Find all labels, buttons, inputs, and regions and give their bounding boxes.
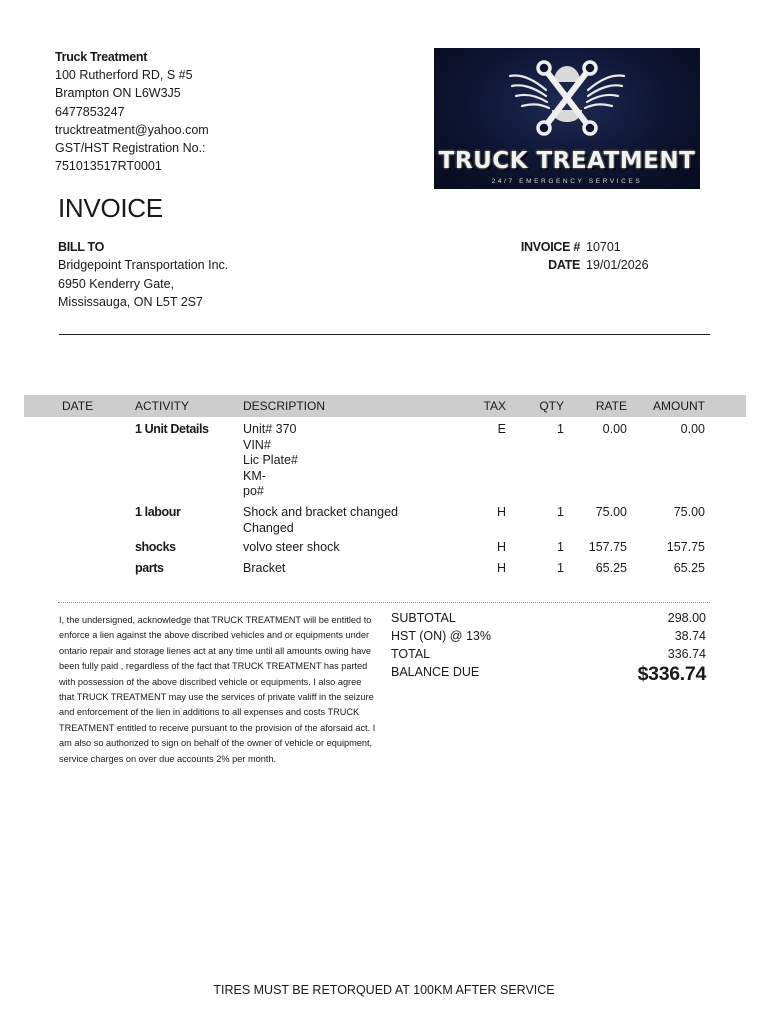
- total-row: [391, 647, 706, 661]
- company-email: trucktreatment@yahoo.com: [55, 122, 209, 137]
- row-activity: shocks: [135, 540, 176, 554]
- subtotal-value: 298.00: [667, 611, 706, 625]
- header-description: DESCRIPTION: [243, 399, 326, 413]
- document-title: INVOICE: [58, 193, 163, 223]
- table-header: [24, 395, 746, 417]
- bill-to: [58, 238, 228, 312]
- row-qty: 1: [557, 561, 564, 575]
- total-value: 336.74: [667, 647, 706, 661]
- row-description: volvo steer shock: [243, 540, 340, 554]
- gst-number: 751013517RT0001: [55, 159, 162, 174]
- totals-divider: [58, 602, 710, 603]
- bill-to-label: BILL TO: [58, 240, 105, 254]
- header-rate: RATE: [595, 399, 627, 413]
- header-date: DATE: [62, 399, 94, 413]
- company-address-line1: 100 Rutherford RD, S #5: [55, 68, 193, 83]
- subtotal-row: [391, 611, 706, 625]
- invoice-number-label: INVOICE #: [520, 240, 580, 254]
- row-tax: H: [496, 540, 506, 554]
- row-amount: 75.00: [673, 505, 705, 519]
- row-description: Bracket: [243, 561, 286, 575]
- header-tax: TAX: [483, 399, 506, 413]
- lien-terms: I, the undersigned, acknowledge that TRUCK TREATMENT will be entitled to enforce a lien against the above discribed vehicles and or equipments under ontario repair and storage lienes act at any time until all amounts owing have been fully paid , regardless of the fact that TRUCK TREATMENT has parted with possession of the above discribed vehicle or equipments. I also agree that TRUCK TREATMENT may use the services of private valiff in the seizure and enforcement of the lien in additions to all expenses and costs TRUCK TREATMENT entitled to receive pursuant to the provision of the aforsaid act. I am also so authorized to sign on behalf of the owner of vehicle or equipment, service charges on over due accounts 2% per month.: [59, 615, 376, 764]
- balance-row: [391, 663, 706, 685]
- hst-label: HST (ON) @ 13%: [391, 629, 491, 643]
- row-tax: H: [496, 561, 506, 575]
- row-activity: parts: [135, 561, 164, 575]
- row-qty: 1: [557, 505, 564, 519]
- subtotal-label: SUBTOTAL: [391, 611, 456, 625]
- company-address-line2: Brampton ON L6W3J5: [55, 86, 181, 101]
- company-name: Truck Treatment: [55, 50, 148, 64]
- row-rate: 157.75: [588, 540, 627, 554]
- invoice-number: 10701: [586, 240, 621, 254]
- balance-label: BALANCE DUE: [391, 665, 480, 679]
- row-amount: 65.25: [673, 561, 705, 575]
- row-activity: 1 Unit Details: [135, 422, 209, 436]
- row-description: Unit# 370 VIN# Lic Plate# KM- po#: [243, 422, 298, 499]
- bill-to-street: 6950 Kenderry Gate,: [58, 276, 175, 291]
- row-rate: 0.00: [602, 422, 627, 436]
- company-info: [55, 48, 209, 175]
- bill-to-name: Bridgepoint Transportation Inc.: [58, 258, 229, 273]
- gst-label: GST/HST Registration No.:: [55, 141, 206, 156]
- header-activity: ACTIVITY: [135, 399, 190, 413]
- company-phone: 6477853247: [55, 104, 125, 119]
- row-tax: H: [496, 505, 506, 519]
- hst-value: 38.74: [674, 629, 706, 643]
- bill-to-city: Mississauga, ON L5T 2S7: [58, 295, 203, 310]
- total-label: TOTAL: [391, 647, 431, 661]
- footer-note: TIRES MUST BE RETORQUED AT 100KM AFTER SERVICE: [213, 983, 555, 997]
- invoice-date-label: DATE: [548, 258, 580, 272]
- row-rate: 75.00: [595, 505, 627, 519]
- row-qty: 1: [557, 422, 564, 436]
- hst-row: [391, 629, 706, 643]
- row-amount: 0.00: [680, 422, 705, 436]
- logo-title: TRUCK TREATMENT: [438, 148, 696, 174]
- header-divider: [59, 334, 710, 335]
- row-qty: 1: [557, 540, 564, 554]
- row-activity: 1 labour: [135, 505, 181, 519]
- logo-subtitle: 24/7 EMERGENCY SERVICES: [491, 178, 643, 185]
- header-qty: QTY: [539, 399, 564, 413]
- row-description: Shock and bracket changed Changed: [243, 505, 398, 535]
- balance-value: $336.74: [637, 663, 706, 685]
- company-logo: [434, 48, 700, 189]
- row-rate: 65.25: [595, 561, 627, 575]
- header-amount: AMOUNT: [653, 399, 705, 413]
- row-amount: 157.75: [666, 540, 705, 554]
- invoice-date: 19/01/2026: [586, 258, 649, 272]
- row-tax: E: [497, 422, 506, 436]
- invoice-meta: [480, 238, 649, 274]
